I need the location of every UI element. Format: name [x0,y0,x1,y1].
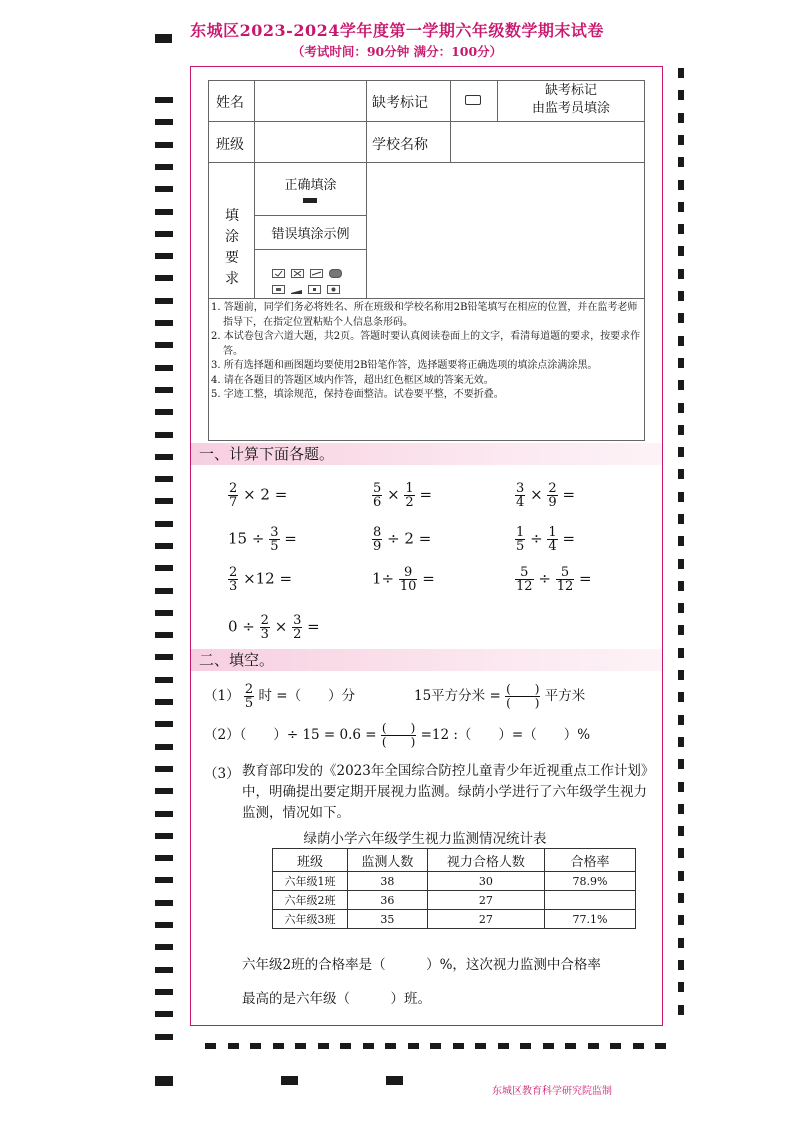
problem-10[interactable]: 0 ÷ $\frac{2}{3}$ × $\frac{3}{2}$ = [228,613,320,642]
timing-mark [475,1043,486,1049]
timing-mark [155,521,173,527]
timing-mark [155,811,173,817]
timing-mark [678,848,684,858]
timing-mark [155,989,173,995]
timing-mark [678,715,684,725]
timing-mark [155,1076,173,1086]
class-label: 班级 [216,137,244,153]
timing-mark [155,275,173,281]
timing-mark [543,1043,554,1049]
timing-mark [155,922,173,928]
timing-mark [155,253,173,259]
problem-6[interactable]: $\frac{1}{5}$ ÷ $\frac{1}{4}$ = [516,525,576,554]
timing-mark [678,648,684,658]
table-row: 六年级3班 35 27 77.1% [273,910,636,929]
note-item: 1. 答题前，同学们务必将姓名、所在班级和学校名称用2B铅笔填写在相应的位置，并在监考老师指导下，在指定位置粘贴个人信息条形码。 [211,302,638,328]
timing-mark [155,1011,173,1017]
timing-mark [678,670,684,680]
timing-mark [678,960,684,970]
timing-mark [155,409,173,415]
timing-mark [155,833,173,839]
timing-mark [678,90,684,100]
timing-mark [385,1043,396,1049]
timing-mark [205,1043,216,1049]
timing-mark [155,142,173,148]
timing-mark [678,425,684,435]
fill-requirement-label: 填涂要求 [225,208,239,287]
timing-mark [498,1043,509,1049]
exam-subtitle: （考试时间：90分钟 满分：100分） [291,44,503,59]
timing-mark [155,298,173,304]
timing-mark [678,380,684,390]
timing-mark [678,1005,684,1015]
school-field[interactable] [450,121,645,163]
timing-mark [155,119,173,125]
timing-mark [678,938,684,948]
timing-mark [155,699,173,705]
timing-mark [155,498,173,504]
table-header: 监测人数 [347,849,427,872]
timing-mark [155,476,173,482]
problem-1[interactable]: $\frac{2}{7}$ × 2 = [229,481,288,510]
timing-mark [318,1043,329,1049]
name-label: 姓名 [216,95,244,111]
timing-mark [155,432,173,438]
timing-mark [453,1043,464,1049]
absent-checkbox[interactable] [465,95,481,105]
wrong-fill-samples-2-icon [272,279,346,298]
timing-mark [678,224,684,234]
timing-mark [408,1043,419,1049]
fill-question-3-num: （3） [204,766,240,782]
timing-mark [678,336,684,346]
correct-fill-sample-icon [303,198,317,203]
blank-rate-cell[interactable] [544,891,635,910]
timing-mark [155,721,173,727]
timing-mark [678,269,684,279]
timing-mark [678,759,684,769]
timing-mark [281,1076,298,1085]
timing-mark [155,744,173,750]
timing-mark [678,915,684,925]
timing-mark [678,358,684,368]
note-item: 4. 请在各题目的答题区域内作答，超出红色框区域的答案无效。 [211,374,494,386]
fill-question-2[interactable]: （2）（ ）÷ 15 = 0.6 = $\frac{( )}{( )}$ =12 :（ ）=（ ）% [204,721,591,749]
timing-mark [155,788,173,794]
timing-mark [430,1043,441,1049]
section2-title: 二、填空。 [191,649,662,671]
timing-mark [678,826,684,836]
timing-mark [155,766,173,772]
fill-question-1b[interactable]: 15平方分米 = $\frac{( )}{( )}$ 平方米 [414,682,586,710]
exam-notes [211,301,643,403]
timing-mark [678,625,684,635]
timing-mark [678,514,684,524]
problem-5[interactable]: $\frac{8}{9}$ ÷ 2 = [373,525,432,554]
fill-question-3-text: 教育部印发的《2023年全国综合防控儿童青少年近视重点工作计划》中，明确提出要定期开展视力监测。绿荫小学进行了六年级学生视力监测，情况如下。 [242,763,655,821]
footer-text: 东城区教育科学研究院监制 [492,1086,612,1097]
timing-mark [155,543,173,549]
timing-mark [678,447,684,457]
timing-mark [155,209,173,215]
timing-mark [678,559,684,569]
timing-mark [678,135,684,145]
problem-7[interactable]: $\frac{2}{3}$ ×12 = [229,565,293,594]
timing-mark [678,603,684,613]
problem-2[interactable]: $\frac{5}{6}$ × $\frac{1}{2}$ = [373,481,433,510]
correct-fill-label: 正确填涂 [284,178,337,193]
fill-question-3-line2[interactable]: 最高的是六年级（ ）班。 [242,991,431,1007]
timing-mark [155,967,173,973]
timing-mark [678,403,684,413]
timing-mark [678,737,684,747]
timing-mark [155,855,173,861]
timing-mark [155,944,173,950]
timing-mark [273,1043,284,1049]
fill-question-1[interactable]: （1） $\frac{2}{5}$ 时 =（ ）分 [204,682,356,711]
timing-mark [678,246,684,256]
timing-mark [155,97,173,103]
timing-mark [155,186,173,192]
timing-mark [155,365,173,371]
timing-mark [678,893,684,903]
timing-mark [678,804,684,814]
note-item: 2. 本试卷包含六道大题，共2页。答题时要认真阅读卷面上的文字，看清每道题的要求，按要求作答。 [211,331,641,357]
timing-mark [155,342,173,348]
timing-mark [250,1043,261,1049]
timing-mark [678,536,684,546]
timing-mark [633,1043,644,1049]
table-header: 合格率 [544,849,635,872]
timing-mark [155,677,173,683]
note-item: 3. 所有选择题和画图题均要使用2B铅笔作答，选择题要将正确选项的填涂点涂满涂黑。 [211,360,598,371]
problem-4[interactable]: 15 ÷ $\frac{3}{5}$ = [228,525,297,554]
timing-mark [655,1043,666,1049]
timing-mark [678,581,684,591]
timing-mark [340,1043,351,1049]
vision-stats-table [272,848,636,929]
timing-mark [610,1043,621,1049]
wrong-fill-label: 错误填涂示例 [271,227,350,242]
exam-title: 东城区2023-2024学年度第一学期六年级数学期末试卷 [190,21,604,40]
timing-mark [588,1043,599,1049]
timing-mark [363,1043,374,1049]
timing-mark [678,68,684,78]
timing-mark [155,387,173,393]
timing-mark [155,632,173,638]
table-title: 绿荫小学六年级学生视力监测情况统计表 [303,831,547,847]
fill-question-3-line1[interactable]: 六年级2班的合格率是（ ）%，这次视力监测中合格率 [242,957,601,973]
absent-note: 缺考标记 由监考员填涂 [531,83,610,116]
timing-mark [155,877,173,883]
timing-mark [678,180,684,190]
note-item: 5. 字迹工整，填涂规范，保持卷面整洁。试卷要平整，不要折叠。 [211,389,504,400]
timing-mark [678,202,684,212]
timing-mark [155,320,173,326]
absent-label: 缺考标记 [372,95,428,111]
timing-mark [386,1076,403,1085]
timing-mark [155,610,173,616]
timing-mark [678,492,684,502]
timing-mark [155,1034,173,1040]
timing-mark [520,1043,531,1049]
timing-mark [678,782,684,792]
table-header: 班级 [273,849,348,872]
timing-mark [678,313,684,323]
table-row: 六年级1班 38 30 78.9% [273,872,636,891]
timing-mark [155,34,172,43]
timing-mark [155,588,173,594]
timing-mark [565,1043,576,1049]
barcode-area [366,162,645,299]
timing-mark [155,654,173,660]
timing-mark [295,1043,306,1049]
timing-mark [678,157,684,167]
problem-3[interactable]: $\frac{3}{4}$ × $\frac{2}{9}$ = [516,481,576,510]
table-row: 六年级2班 36 27 [273,891,636,910]
timing-mark [678,291,684,301]
problem-8[interactable]: 1÷ $\frac{9}{10}$ = [372,565,435,594]
timing-mark [155,900,173,906]
timing-mark [678,113,684,123]
timing-mark [155,231,173,237]
timing-mark [678,871,684,881]
section1-title: 一、计算下面各题。 [191,443,662,465]
problem-9[interactable]: $\frac{5}{12}$ ÷ $\frac{5}{12}$ = [516,565,592,594]
timing-mark [228,1043,239,1049]
timing-mark [678,692,684,702]
timing-mark [155,164,173,170]
timing-mark [155,454,173,460]
table-header: 视力合格人数 [427,849,544,872]
timing-mark [678,982,684,992]
school-label: 学校名称 [372,137,428,153]
timing-mark [678,469,684,479]
timing-mark [155,565,173,571]
class-field[interactable] [254,121,367,163]
name-field[interactable] [254,80,367,122]
